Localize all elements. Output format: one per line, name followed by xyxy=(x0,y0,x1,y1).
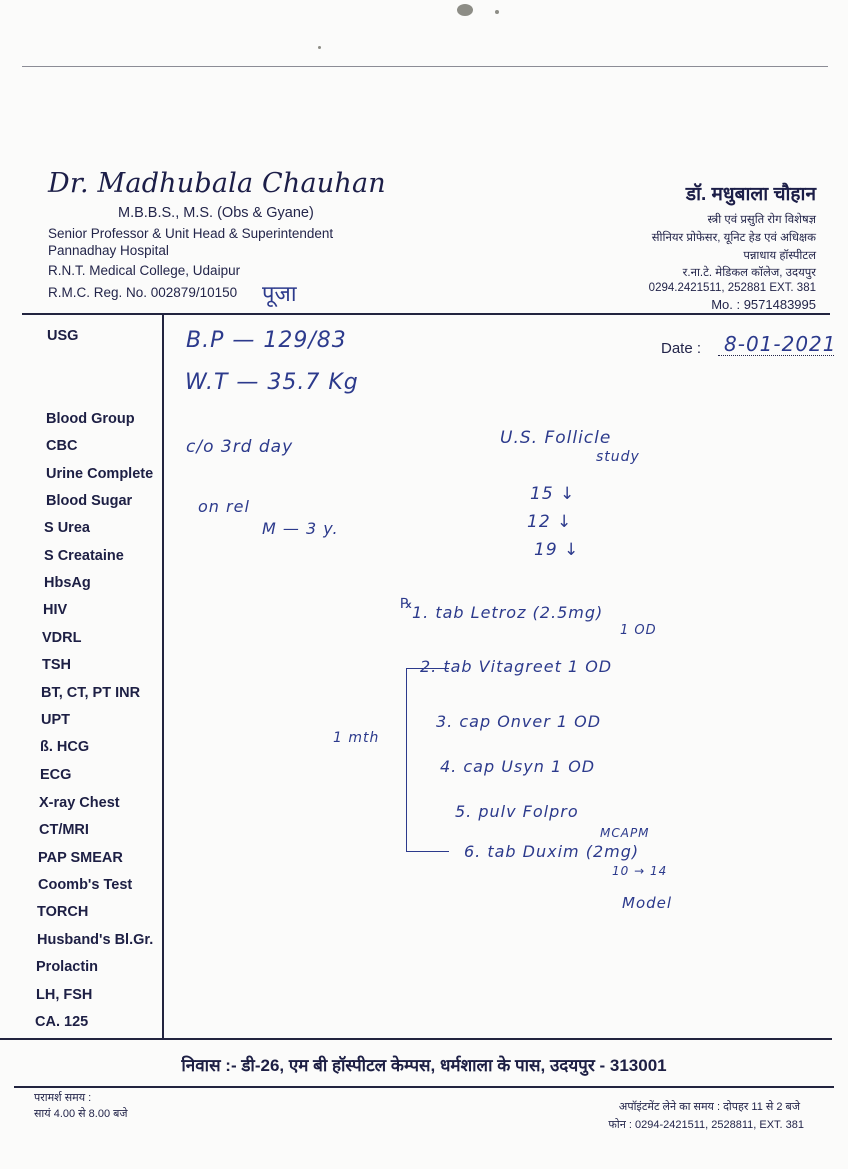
doctor-position: Senior Professor & Unit Head & Superintendent xyxy=(48,226,334,241)
doctor-hospital: Pannadhay Hospital xyxy=(48,243,169,258)
consult-time-label: परामर्श समय : xyxy=(34,1092,92,1104)
ink-smudge xyxy=(457,4,473,16)
footer-phone: फोन : 0294-2421511, 2528811, EXT. 381 xyxy=(608,1119,804,1131)
test-item: S Creataine xyxy=(44,548,124,564)
rx-symbol: ℞ xyxy=(400,596,414,612)
test-item: Prolactin xyxy=(36,959,99,975)
usg-follicle-note: U.S. Follicle xyxy=(500,428,612,448)
residence-address: निवास :- डी-26, एम बी हॉस्पीटल केम्पस, धर्मशाला के पास, उदयपुर - 313001 xyxy=(181,1056,667,1075)
date-value: 8-01-2021 xyxy=(724,332,837,356)
test-column-divider xyxy=(162,313,164,1038)
test-item: Urine Complete xyxy=(46,466,154,482)
test-item: USG xyxy=(47,328,79,344)
test-item: Blood Sugar xyxy=(46,493,133,509)
usg-follicle-sub: study xyxy=(596,449,640,465)
test-item: X-ray Chest xyxy=(39,795,120,811)
doctor-phone: 0294.2421511, 252881 EXT. 381 xyxy=(648,282,816,294)
rx-item-4: 4. cap Usyn 1 OD xyxy=(440,757,596,776)
rx-item-3: 3. cap Onver 1 OD xyxy=(436,712,602,731)
doctor-mobile: Mo. : 9571483995 xyxy=(711,297,816,312)
doctor-reg-no: R.M.C. Reg. No. 002879/10150 xyxy=(48,285,238,300)
test-item: BT, CT, PT INR xyxy=(41,685,141,701)
header-rule xyxy=(22,313,830,315)
history-note: on rel xyxy=(198,497,250,516)
rx-item-2: 2. tab Vitagreet 1 OD xyxy=(420,657,613,676)
doctor-college: R.N.T. Medical College, Udaipur xyxy=(48,263,241,278)
test-item: TORCH xyxy=(37,904,89,920)
test-item: Blood Group xyxy=(46,411,135,427)
complaint-note: c/o 3rd day xyxy=(186,437,294,457)
test-item: CA. 125 xyxy=(35,1014,89,1030)
weight-reading: W.T — 35.7 Kg xyxy=(185,370,359,395)
test-item: LH, FSH xyxy=(36,987,93,1003)
rx-item-5-sub: MCAPM xyxy=(600,826,650,840)
test-item: ECG xyxy=(40,767,72,783)
test-item: VDRL xyxy=(42,630,82,646)
history-note-2: M — 3 y. xyxy=(262,519,339,538)
test-item: ß. HCG xyxy=(40,739,90,755)
doctor-position-hi: सीनियर प्रोफेसर, यूनिट हेड एवं अधिक्षक xyxy=(651,232,816,244)
top-rule xyxy=(22,66,828,67)
rx-item-1-dose: 1 OD xyxy=(620,623,657,638)
date-label: Date : xyxy=(661,340,702,357)
rx-end-note: Model xyxy=(622,894,673,912)
rx-item-6-sub: 10 → 14 xyxy=(612,864,668,878)
test-item: CT/MRI xyxy=(39,822,89,838)
doctor-hospital-hi: पन्नाधाय हॉस्पीटल xyxy=(743,250,816,262)
test-item: HIV xyxy=(43,602,68,618)
footer-rule-bottom xyxy=(14,1086,834,1088)
test-item: Coomb's Test xyxy=(38,877,133,893)
ink-dot xyxy=(318,46,321,49)
ink-dot xyxy=(495,10,499,14)
doctor-degree: M.B.B.S., M.S. (Obs & Gyane) xyxy=(118,205,314,221)
rx-item-1: 1. tab Letroz (2.5mg) xyxy=(412,603,604,622)
test-item: S Urea xyxy=(44,520,90,536)
test-item: CBC xyxy=(46,438,78,454)
footer-rule-top xyxy=(0,1038,832,1040)
rx-duration: 1 mth xyxy=(333,730,380,746)
test-item: Husband's Bl.Gr. xyxy=(37,932,154,948)
follicle-value-3: 19 ↓ xyxy=(534,540,580,560)
rx-item-5: 5. pulv Folpro xyxy=(455,802,579,821)
follicle-value-2: 12 ↓ xyxy=(527,512,573,532)
follicle-value-1: 15 ↓ xyxy=(530,484,576,504)
doctor-name-hi: डॉ. मधुबाला चौहान xyxy=(685,184,816,205)
bp-reading: B.P — 129/83 xyxy=(186,328,347,353)
rx-item-6: 6. tab Duxim (2mg) xyxy=(464,842,640,861)
test-item: PAP SMEAR xyxy=(38,850,123,866)
appointment-time: अपॉइंटमेंट लेने का समय : दोपहर 11 से 2 बजे xyxy=(618,1101,800,1113)
patient-name: पूजा xyxy=(262,282,297,307)
doctor-name-en: Dr. Madhubala Chauhan xyxy=(48,168,386,199)
test-item: HbsAg xyxy=(44,575,91,591)
test-item: TSH xyxy=(42,657,71,673)
consult-time: सायं 4.00 से 8.00 बजे xyxy=(34,1108,128,1120)
doctor-college-hi: र.ना.टे. मेडिकल कॉलेज, उदयपुर xyxy=(682,267,816,279)
test-item: UPT xyxy=(41,712,70,728)
doctor-specialty-hi: स्त्री एवं प्रसुति रोग विशेषज्ञ xyxy=(707,214,816,226)
